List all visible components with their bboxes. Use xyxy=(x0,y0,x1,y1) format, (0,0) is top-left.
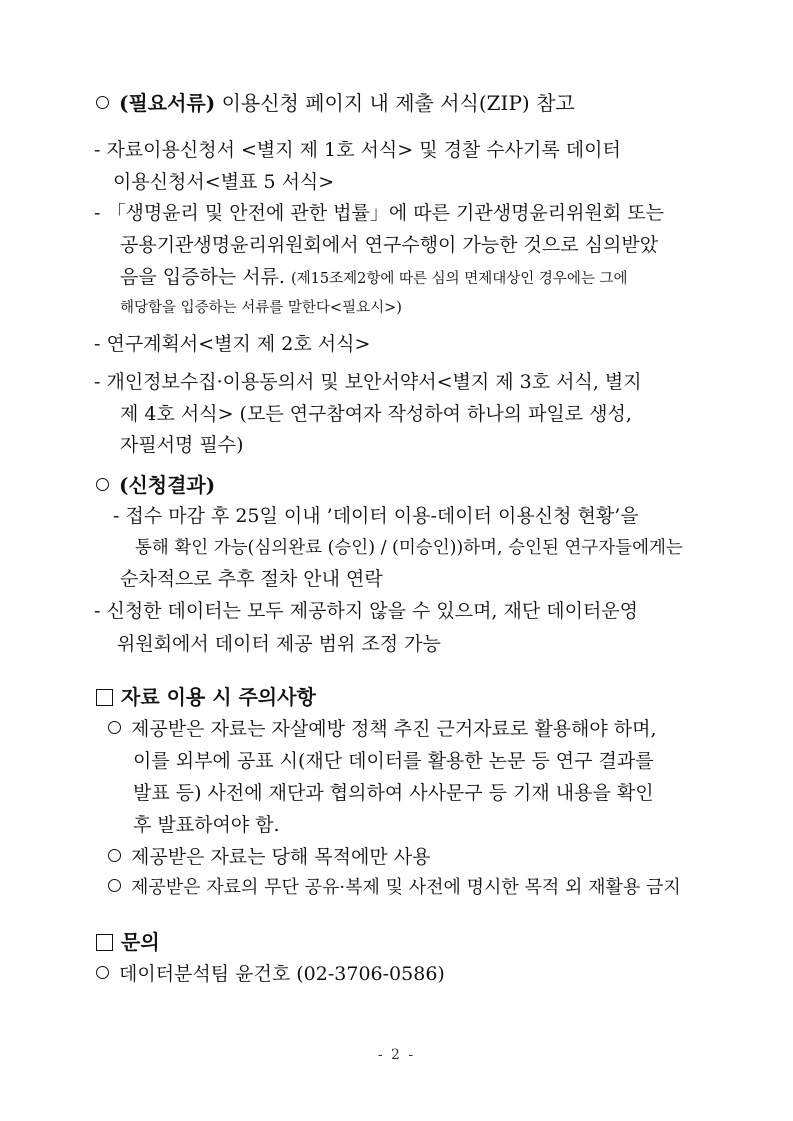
result-item-2-line-1: - 신청한 데이터는 모두 제공하지 않을 수 있으며, 재단 데이터운영 xyxy=(94,600,639,622)
required-doc-item-1-line-1: - 자료이용신청서 <별지 제 1호 서식> 및 경찰 수사기록 데이터 xyxy=(94,139,621,161)
contact-heading xyxy=(96,930,160,954)
contact-item xyxy=(96,962,445,986)
cautions-title: 자료 이용 시 주의사항 xyxy=(121,685,316,709)
circle-bullet-icon xyxy=(108,849,121,862)
square-bullet-icon xyxy=(96,934,113,951)
required-doc-item-2-main: 음을 입증하는 서류. xyxy=(120,266,285,288)
square-bullet-icon xyxy=(96,689,113,706)
required-docs-label: (필요서류) xyxy=(119,91,216,115)
circle-bullet-icon xyxy=(96,478,109,491)
caution-item-1-line-1 xyxy=(108,717,657,741)
required-doc-item-2-line-3 xyxy=(120,265,628,291)
circle-bullet-icon xyxy=(108,721,121,734)
page-number: - 2 - xyxy=(377,1047,416,1063)
result-item-2-line-2: 위원회에서 데이터 제공 범위 조정 가능 xyxy=(117,633,441,655)
caution-item-3-text: 제공받은 자료의 무단 공유·복제 및 사전에 명시한 목적 외 재활용 금지 xyxy=(131,877,681,898)
contact-text: 데이터분석팀 윤건호 (02-3706-0586) xyxy=(119,963,445,985)
caution-item-1-text: 제공받은 자료는 자살예방 정책 추진 근거자료로 활용해야 하며, xyxy=(131,718,657,740)
circle-bullet-icon xyxy=(96,96,109,109)
result-heading xyxy=(96,473,215,497)
caution-item-1-line-2: 이를 외부에 공표 시(재단 데이터를 활용한 논문 등 연구 결과를 xyxy=(133,750,654,772)
required-doc-item-2-note: (제15조제2항에 따른 심의 면제대상인 경우에는 그에 xyxy=(291,271,628,287)
required-doc-item-2-line-1: - 「생명윤리 및 안전에 관한 법률」에 따른 기관생명윤리위원회 또는 xyxy=(94,202,664,224)
required-docs-text: 이용신청 페이지 내 제출 서식(ZIP) 참고 xyxy=(221,91,575,115)
required-doc-item-4-line-1: - 개인정보수집·이용동의서 및 보안서약서<별지 제 3호 서식, 별지 xyxy=(94,371,642,393)
result-item-1-line-1: - 접수 마감 후 25일 이내 ’데이터 이용-데이터 이용신청 현황’을 xyxy=(113,505,639,527)
circle-bullet-icon xyxy=(96,966,109,979)
result-item-1-line-3: 순차적으로 추후 절차 안내 연락 xyxy=(120,568,383,590)
caution-item-1-line-4: 후 발표하여야 함. xyxy=(133,814,280,836)
result-label: (신청결과) xyxy=(119,473,216,497)
required-doc-item-4-line-3: 자필서명 필수) xyxy=(120,434,244,456)
caution-item-1-line-3: 발표 등) 사전에 재단과 협의하여 사사문구 등 기재 내용을 확인 xyxy=(133,782,654,804)
required-doc-item-3: - 연구계획서<별지 제 2호 서식> xyxy=(94,333,371,355)
caution-item-2-text: 제공받은 자료는 당해 목적에만 사용 xyxy=(131,846,431,868)
caution-item-2 xyxy=(108,845,430,869)
caution-item-3 xyxy=(108,876,681,900)
required-doc-item-1-line-2: 이용신청서<별표 5 서식> xyxy=(113,171,335,193)
required-doc-item-2-line-2: 공용기관생명윤리위원회에서 연구수행이 가능한 것으로 심의받았 xyxy=(120,234,659,256)
required-docs-heading xyxy=(96,91,575,115)
result-item-1-line-2: 통해 확인 가능(심의완료 (승인) / (미승인))하며, 승인된 연구자들에게는 xyxy=(135,538,683,558)
cautions-heading xyxy=(96,685,316,709)
contact-title: 문의 xyxy=(121,930,160,954)
required-doc-item-2-line-4: 해당함을 입증하는 서류를 말한다<필요시>) xyxy=(120,300,402,316)
required-doc-item-4-line-2: 제 4호 서식> (모든 연구참여자 작성하여 하나의 파일로 생성, xyxy=(120,403,632,425)
circle-bullet-icon xyxy=(108,879,121,892)
